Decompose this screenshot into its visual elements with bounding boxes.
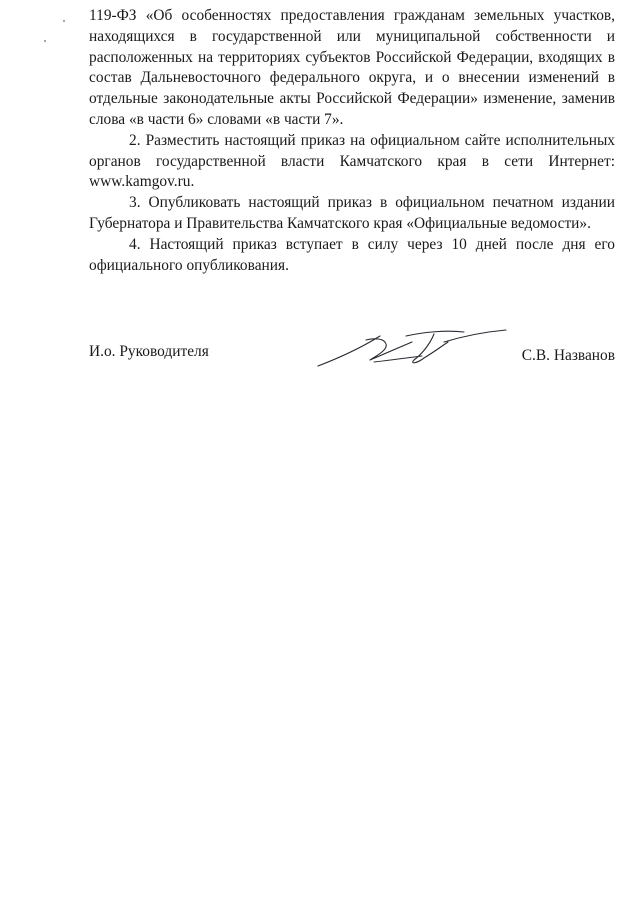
- paragraph-item-4: 4. Настоящий приказ вступает в силу через 10 дней после дня его официального опубликования.: [89, 235, 615, 274]
- paragraph-continuation: 119-ФЗ «Об особенностях предоставления гражданам земельных участков, находящихся в государственной или муниципальной собственности и расположенных на территориях субъектов Российской Федерации, входящих в состав Дальневосточного федерального округа, и о внесении изменений в отдельные законодательные акты Российской Федерации» изменение, заменив слова «в части 6» словами «в части 7».: [89, 7, 615, 128]
- paragraph-item-3: 3. Опубликовать настоящий приказ в официальном печатном издании Губернатора и Правительства Камчатского края «Официальные ведомости».: [89, 194, 615, 232]
- document-body: [89, 6, 615, 276]
- scan-speck: [44, 40, 46, 42]
- signer-name: С.В. Названов: [521, 347, 615, 364]
- scan-speck: [63, 20, 65, 22]
- signer-position: И.о. Руководителя: [89, 343, 209, 360]
- handwritten-signature: [314, 326, 514, 374]
- paragraph-item-2: 2. Разместить настоящий приказ на официальном сайте исполнительных органов государственной власти Камчатского края в сети Интернет: www.kamgov.ru.: [89, 131, 615, 191]
- signature-block: [89, 338, 615, 378]
